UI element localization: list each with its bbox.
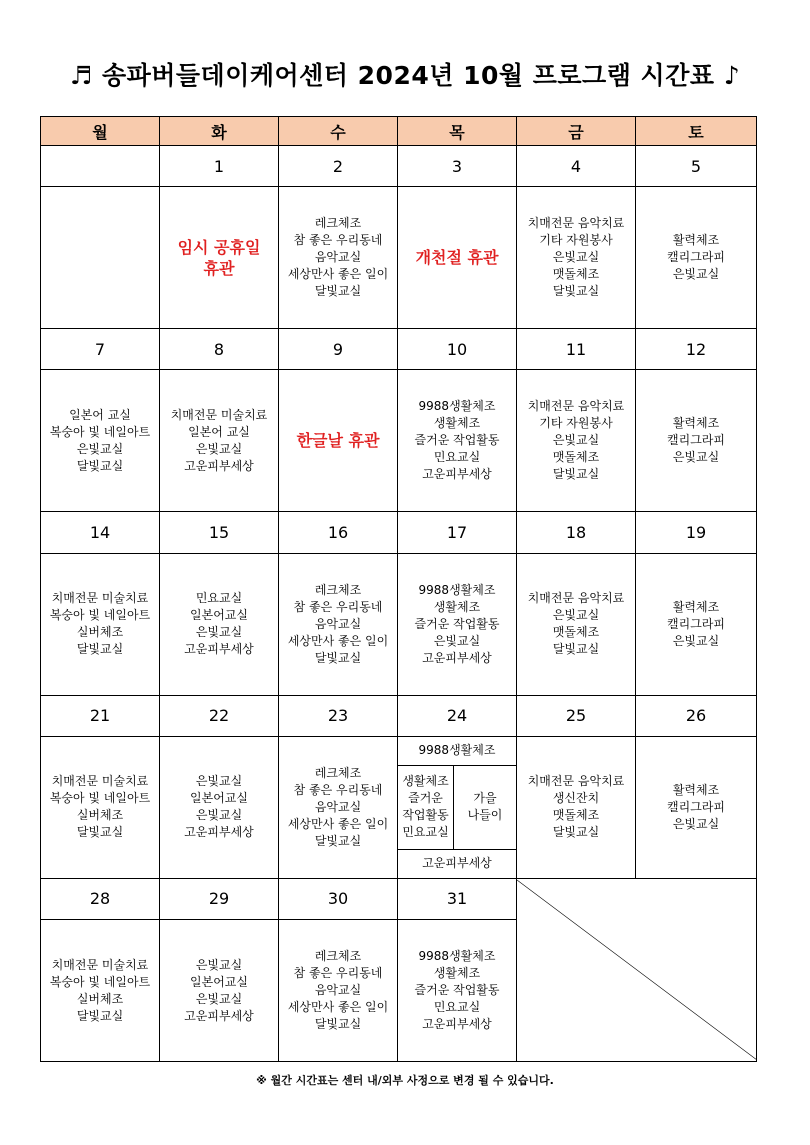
program-item: 은빛교실 [76,441,124,456]
date-number: 23 [279,695,398,736]
page-title: ♬ 송파버들데이케어센터 2024년 10월 프로그램 시간표 ♪ [69,61,741,90]
program-row [41,187,757,329]
program-item: 은빛교실 [195,774,243,789]
date-number: 7 [41,329,160,370]
empty-cell-diagonal [517,878,757,1061]
program-cell [636,187,757,329]
program-cell [398,553,517,695]
split-left-programs [398,766,454,849]
program-item: 생활체조 [433,599,481,614]
program-item: 은빛교실 [672,450,720,465]
date-number: 11 [517,329,636,370]
program-item: 일본어 교실 [188,424,250,439]
program-item: 은빛교실 [195,625,243,640]
program-item: 달빛교실 [314,650,362,665]
program-item: 민요교실 [402,825,449,840]
date-number: 4 [517,146,636,187]
date-number: 18 [517,512,636,553]
holiday-label: 개천절 휴관 [415,248,499,268]
program-item: 달빛교실 [314,284,362,299]
weekday-sat: 토 [636,117,757,146]
program-item: 은빛교실 [195,441,243,456]
date-row [41,695,757,736]
monthly-schedule-table [40,116,757,1062]
program-item: 생신잔치 [552,791,600,806]
program-item: 달빛교실 [76,825,124,840]
program-item: 복숭아 빛 네일아트 [49,424,151,439]
program-item: 즐거운 [408,791,443,806]
program-item: 달빛교실 [314,1017,362,1031]
program-item: 일본어교실 [190,608,248,623]
program-item: 고운피부세상 [184,642,254,657]
program-item: 나들이 [467,808,503,823]
program-cell [398,187,517,329]
program-item: 은빛교실 [552,433,600,448]
program-item: 즐거운 작업활동 [414,616,500,631]
program-item: 일본어교실 [190,974,248,989]
program-item: 활력체조 [672,782,720,797]
date-number: 24 [398,695,517,736]
program-item: 활력체조 [672,233,720,248]
date-number: 16 [279,512,398,553]
program-cell [517,553,636,695]
date-number: 28 [41,878,160,919]
date-number: 5 [636,146,757,187]
program-cell [41,370,160,512]
program-item: 세상만사 좋은 일이 [287,1000,389,1014]
program-item: 캘리그라피 [667,616,725,631]
program-row [41,736,757,878]
program-item: 복숭아 빛 네일아트 [49,791,151,806]
program-item: 치매전문 미술치료 [170,407,268,422]
holiday-label: 한글날 휴관 [296,431,380,451]
program-row [41,370,757,512]
program-item: 작업활동 [402,808,449,823]
program-cell [279,187,398,329]
program-item: 9988생활체조 [418,399,496,414]
weekday-fri: 금 [517,117,636,146]
program-cell [41,187,160,329]
program-item: 고운피부세상 [422,650,492,665]
program-cell [160,553,279,695]
program-item: 일본어교실 [190,791,248,806]
date-number: 3 [398,146,517,187]
program-item: 치매전문 음악치료 [527,216,625,231]
program-item: 은빛교실 [672,633,720,648]
program-item: 달빛교실 [552,284,600,299]
weekday-wed: 수 [279,117,398,146]
program-item: 복숭아 빛 네일아트 [49,608,151,623]
date-number: 9 [279,329,398,370]
program-item: 9988생활체조 [418,582,496,597]
program-item: 달빛교실 [552,467,600,482]
program-item: 달빛교실 [552,642,600,657]
program-item: 은빛교실 [672,267,720,282]
program-cell [160,736,279,878]
split-top-program: 9988생활체조 [398,737,516,766]
program-cell [398,920,517,1062]
program-item: 활력체조 [672,416,720,431]
date-number: 21 [41,695,160,736]
date-number [41,146,160,187]
date-number: 30 [279,878,398,919]
date-number: 26 [636,695,757,736]
program-item: 치매전문 음악치료 [527,591,625,606]
program-item: 레크체조 [314,216,362,231]
program-cell [398,370,517,512]
program-item: 생활체조 [433,416,481,431]
program-item: 참 좋은 우리동네 [293,782,383,797]
program-cell [636,370,757,512]
program-item: 치매전문 미술치료 [51,774,149,789]
program-item: 세상만사 좋은 일이 [287,633,389,648]
holiday-label: 임시 공휴일 [177,237,261,257]
program-item: 맷돌체조 [552,808,600,823]
program-item: 은빛교실 [552,250,600,265]
program-item: 실버체조 [76,808,124,823]
program-item: 민요교실 [433,1000,481,1014]
date-row [41,878,757,919]
program-item: 맷돌체조 [552,450,600,465]
date-row [41,146,757,187]
program-item: 음악교실 [314,616,362,631]
program-cell [160,920,279,1062]
weekday-header-row [41,117,757,146]
date-number: 14 [41,512,160,553]
program-cell [517,370,636,512]
program-item: 즐거운 작업활동 [414,433,500,448]
date-number: 2 [279,146,398,187]
program-item: 레크체조 [314,765,362,780]
split-right-programs [454,766,516,849]
holiday-label: 휴관 [203,258,235,278]
program-cell [41,736,160,878]
program-item: 고운피부세상 [184,1008,254,1023]
date-number: 22 [160,695,279,736]
program-item: 기타 자원봉사 [539,416,613,431]
program-cell [279,370,398,512]
date-number: 31 [398,878,517,919]
program-cell [279,736,398,878]
program-cell [41,553,160,695]
program-item: 고운피부세상 [184,825,254,840]
program-item: 참 좋은 우리동네 [293,599,383,614]
program-item: 참 좋은 우리동네 [293,233,383,248]
program-item: 고운피부세상 [184,458,254,473]
program-cell [517,736,636,878]
program-item: 달빛교실 [314,833,362,848]
program-cell [160,187,279,329]
program-item: 치매전문 미술치료 [51,957,149,972]
date-number: 29 [160,878,279,919]
program-item: 고운피부세상 [422,467,492,482]
program-cell [279,553,398,695]
program-item: 은빛교실 [195,991,243,1006]
weekday-thu: 목 [398,117,517,146]
program-item: 생활체조 [433,966,481,980]
date-number: 8 [160,329,279,370]
program-item: 9988생활체조 [418,949,496,963]
date-row [41,329,757,370]
date-number: 15 [160,512,279,553]
program-item: 은빛교실 [433,633,481,648]
program-item: 가을 [473,791,497,806]
program-item: 캘리그라피 [667,433,725,448]
program-item: 레크체조 [314,949,362,963]
program-cell [41,920,160,1062]
date-number: 12 [636,329,757,370]
program-row [41,553,757,695]
date-number: 1 [160,146,279,187]
program-item: 달빛교실 [76,642,124,657]
program-cell [160,370,279,512]
date-number: 17 [398,512,517,553]
schedule-change-note: ※ 월간 시간표는 센터 내/외부 사정으로 변경 될 수 있습니다. [256,1074,554,1087]
program-item: 세상만사 좋은 일이 [287,816,389,831]
program-item: 실버체조 [76,991,124,1006]
program-item: 달빛교실 [76,458,124,473]
split-bottom-program: 고운피부세상 [398,849,516,878]
date-number: 10 [398,329,517,370]
program-item: 기타 자원봉사 [539,233,613,248]
program-item: 은빛교실 [195,957,243,972]
program-item: 일본어 교실 [69,407,131,422]
program-item: 민요교실 [195,591,243,606]
program-item: 고운피부세상 [422,1017,492,1031]
program-cell-split [398,736,517,878]
program-item: 은빛교실 [552,608,600,623]
program-cell [279,920,398,1062]
program-item: 치매전문 미술치료 [51,591,149,606]
program-item: 세상만사 좋은 일이 [287,267,389,282]
date-number: 19 [636,512,757,553]
program-item: 은빛교실 [195,808,243,823]
date-row [41,512,757,553]
program-item: 민요교실 [433,450,481,465]
program-cell [636,736,757,878]
program-item: 치매전문 음악치료 [527,399,625,414]
program-item: 생활체조 [402,774,449,789]
program-item: 즐거운 작업활동 [414,983,500,997]
program-item: 복숭아 빛 네일아트 [49,974,151,989]
program-item: 달빛교실 [76,1008,124,1023]
weekday-mon: 월 [41,117,160,146]
program-item: 치매전문 음악치료 [527,774,625,789]
program-cell [517,187,636,329]
program-item: 활력체조 [672,599,720,614]
program-item: 레크체조 [314,582,362,597]
program-item: 은빛교실 [672,816,720,831]
program-item: 실버체조 [76,625,124,640]
program-cell [636,553,757,695]
program-item: 맷돌체조 [552,625,600,640]
weekday-tue: 화 [160,117,279,146]
program-item: 음악교실 [314,250,362,265]
program-item: 음악교실 [314,983,362,997]
program-item: 달빛교실 [552,825,600,840]
date-number: 25 [517,695,636,736]
program-item: 캘리그라피 [667,799,725,814]
program-item: 음악교실 [314,799,362,814]
program-item: 참 좋은 우리동네 [293,966,383,980]
program-item: 캘리그라피 [667,250,725,265]
program-item: 맷돌체조 [552,267,600,282]
